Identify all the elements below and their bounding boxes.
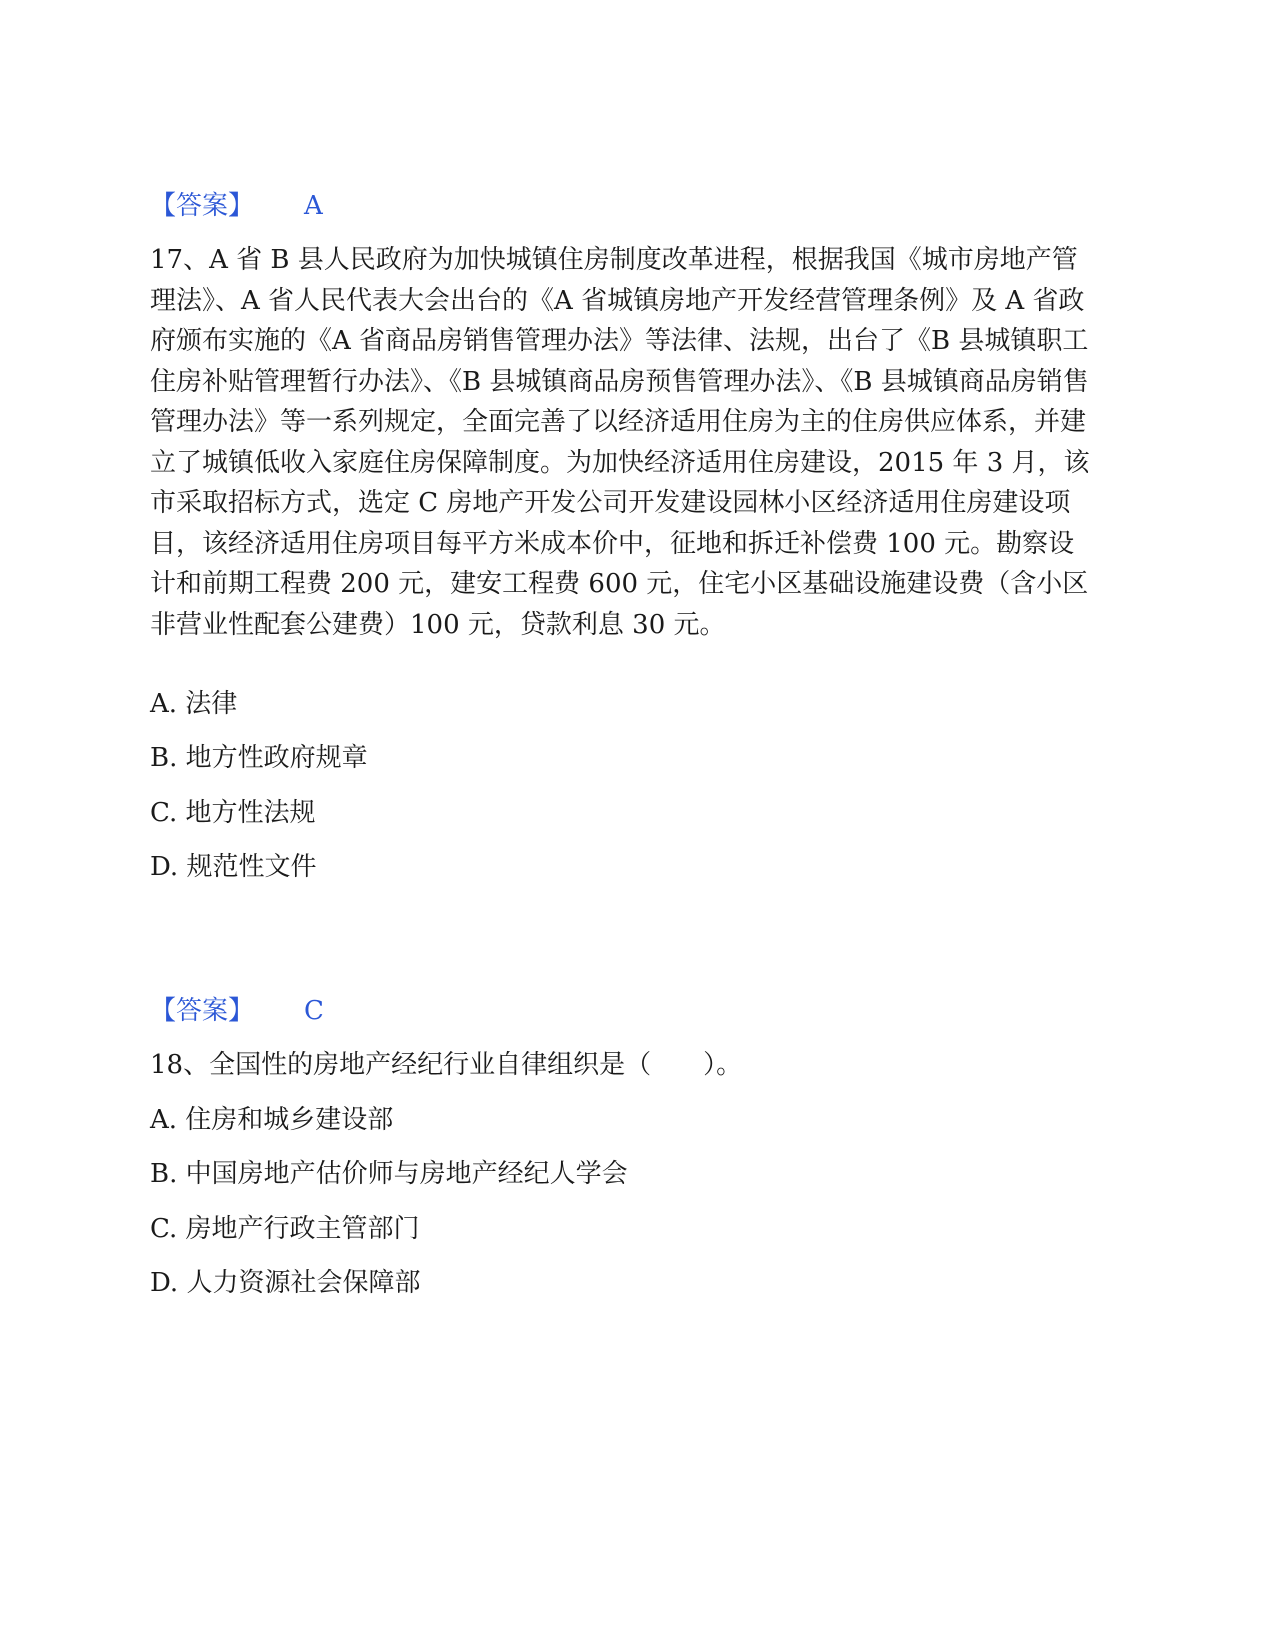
question-18-option-d: D. 人力资源社会保障部: [150, 1268, 421, 1298]
question-18-option-b: B. 中国房地产估价师与房地产经纪人学会: [150, 1159, 628, 1189]
answer-value: C: [304, 996, 324, 1026]
answer-line: [150, 993, 324, 1029]
answer-label: 【答案】: [150, 191, 255, 221]
question-18-text: 18、全国性的房地产经纪行业自律组织是（ ）。: [150, 1050, 743, 1080]
question-17-text: 17、A 省 B 县人民政府为加快城镇住房制度改革进程，根据我国《城市房地产管理法》、A 省人民代表大会出台的《A 省城镇房地产开发经营管理条例》及 A 省政府颁布实施的《A 省商品房销售管理办法》等法律、法规，出台了《B 县城镇职工住房补贴管理暂行办法》、《B 县城镇商品房预售管理办法》、《B 县城镇商品房销售管理办法》等一系列规定，全面完善了以经济适用住房为主的住房供应体系，并建立了城镇低收入家庭住房保障制度。为加快经济适用住房建设，2015 年 3 月，该市采取招标方式，选定 C 房地产开发公司开发建设园林小区经济适用住房建设项目，该经济适用住房项目每平方米成本价中，征地和拆迁补偿费 100 元。勘察设计和前期工程费 200 元，建安工程费 600 元，住宅小区基础设施建设费（含小区非营业性配套公建费）100 元，贷款利息 30 元。: [150, 245, 1090, 640]
question-17-option-a: A. 法律: [150, 689, 238, 719]
answer-value: A: [304, 191, 323, 221]
question-18-option-a: A. 住房和城乡建设部: [150, 1105, 394, 1135]
question-17-option-b: B. 地方性政府规章: [150, 743, 368, 773]
question-17-option-d: D. 规范性文件: [150, 852, 317, 882]
answer-label: 【答案】: [150, 996, 255, 1026]
question-17-option-c: C. 地方性法规: [150, 798, 316, 828]
question-18-option-c: C. 房地产行政主管部门: [150, 1214, 420, 1244]
answer-line: [150, 188, 323, 224]
